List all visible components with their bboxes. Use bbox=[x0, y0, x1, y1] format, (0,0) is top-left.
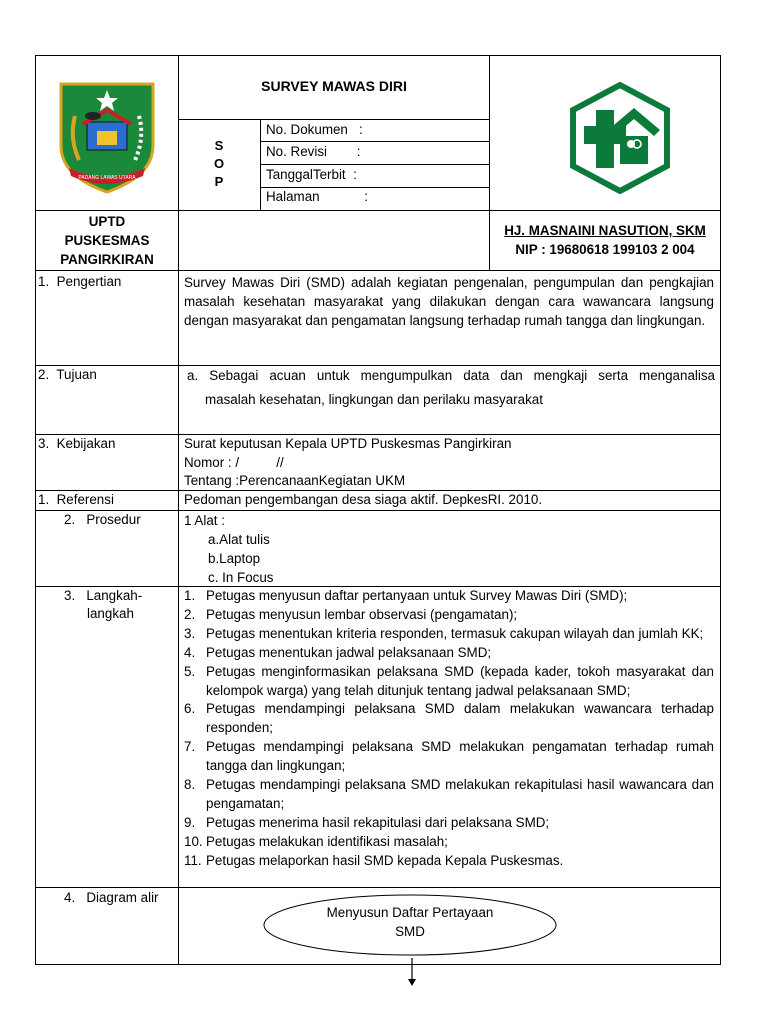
step-number: 1. bbox=[184, 588, 196, 603]
step-text: Petugas melaporkan hasil SMD kepada Kepala Puskesmas. bbox=[206, 852, 564, 868]
step-number: 8. bbox=[184, 777, 196, 793]
list-item bbox=[184, 625, 714, 644]
step-text: Petugas menentukan kriteria responden, termasuk cakupan wilayah dan jumlah KK; bbox=[206, 625, 704, 641]
list-item bbox=[184, 663, 714, 701]
step-number: 10. bbox=[184, 833, 203, 849]
signer-name: HJ. MASNAINI NASUTION, SKM bbox=[504, 223, 706, 238]
prosedur-text bbox=[184, 511, 274, 587]
flow-node-line: SMD bbox=[395, 924, 425, 939]
list-item bbox=[184, 700, 714, 738]
doc-field-tanggal-terbit: TanggalTerbit : bbox=[266, 167, 357, 182]
puskesmas-logo bbox=[568, 82, 672, 194]
list-item bbox=[184, 606, 714, 625]
kebijakan-label: 3. Kebijakan bbox=[38, 436, 116, 451]
kebijakan-line: Surat keputusan Kepala UPTD Puskesmas Pangirkiran bbox=[184, 436, 512, 451]
pengertian-label: 1. Pengertian bbox=[38, 274, 122, 289]
list-item bbox=[184, 814, 714, 833]
sop-letter: O bbox=[213, 156, 225, 171]
step-text: Petugas mendampingi pelaksana SMD melakukan pengamatan terhadap rumah tangga dan lingkungan; bbox=[206, 739, 714, 774]
diagram-label: 4. Diagram alir bbox=[64, 890, 159, 905]
district-logo bbox=[55, 76, 159, 196]
doc-field-no-dokumen: No. Dokumen : bbox=[266, 122, 363, 137]
signer-block bbox=[490, 221, 720, 259]
org-line: UPTD bbox=[88, 214, 126, 229]
step-number: 11. bbox=[184, 852, 202, 868]
step-text: Petugas menyusun daftar pertanyaan untuk Survey Mawas Diri (SMD); bbox=[206, 588, 628, 603]
prosedur-line: 1 Alat : bbox=[184, 513, 225, 528]
list-item bbox=[184, 833, 714, 852]
referensi-label: 1. Referensi bbox=[38, 492, 114, 507]
step-number: 7. bbox=[184, 739, 196, 755]
list-item bbox=[184, 587, 714, 606]
list-item bbox=[184, 738, 714, 776]
sop-letter: S bbox=[214, 138, 224, 153]
step-number: 2. bbox=[184, 606, 196, 622]
flow-node-label bbox=[262, 903, 558, 941]
tujuan-line-2: masalah kesehatan, lingkungan dan perilaku masyarakat bbox=[205, 392, 543, 407]
langkah-label-line: 3. Langkah- bbox=[64, 588, 143, 603]
doc-field-halaman: Halaman : bbox=[266, 189, 368, 204]
step-number: 5. bbox=[184, 663, 196, 679]
prosedur-label: 2. Prosedur bbox=[64, 512, 141, 527]
step-text: Petugas menerima hasil rekapitulasi dari pelaksana SMD; bbox=[206, 814, 550, 830]
prosedur-line: a.Alat tulis bbox=[208, 532, 270, 547]
step-text: Petugas menyusun lembar observasi (pengamatan); bbox=[206, 606, 518, 622]
step-text: Petugas menginformasikan pelaksana SMD (kepada kader, tokoh masyarakat dan kelompok warga) yang telah ditunjuk tentang jadwal pelaksanaan SMD; bbox=[206, 663, 714, 698]
tujuan-line-1: a. Sebagai acuan untuk mengumpulkan data dan mengkaji serta menganalisa bbox=[187, 368, 715, 383]
list-item bbox=[184, 644, 714, 663]
kebijakan-text bbox=[184, 435, 512, 491]
langkah-list bbox=[184, 587, 714, 871]
signer-nip: NIP : 19680618 199103 2 004 bbox=[515, 242, 695, 257]
langkah-label bbox=[64, 587, 142, 623]
flow-node-line: Menyusun Daftar Pertayaan bbox=[326, 905, 494, 920]
doc-field-no-revisi: No. Revisi : bbox=[266, 144, 361, 159]
tujuan-label: 2. Tujuan bbox=[38, 367, 97, 382]
step-text: Petugas melakukan identifikasi masalah; bbox=[206, 833, 448, 849]
prosedur-line: c. In Focus bbox=[208, 570, 274, 585]
kebijakan-line: Tentang :PerencanaanKegiatan UKM bbox=[184, 473, 406, 488]
step-number: 3. bbox=[184, 625, 196, 641]
kebijakan-line: Nomor : / // bbox=[184, 454, 284, 470]
prosedur-line: b.Laptop bbox=[208, 551, 261, 566]
flow-node-start bbox=[262, 893, 558, 957]
step-text: Petugas menentukan jadwal pelaksanaan SMD; bbox=[206, 644, 492, 660]
step-number: 9. bbox=[184, 814, 196, 830]
document-title: SURVEY MAWAS DIRI bbox=[261, 78, 407, 94]
referensi-text: Pedoman pengembangan desa siaga aktif. DepkesRI. 2010. bbox=[184, 492, 543, 507]
step-text: Petugas mendampingi pelaksana SMD melakukan rekapitulasi hasil wawancara dan pengamatan; bbox=[206, 777, 714, 811]
org-line: PANGIRKIRAN bbox=[60, 252, 154, 267]
step-number: 6. bbox=[184, 701, 196, 717]
step-text: Petugas mendampingi pelaksana SMD dalam melakukan wawancara terhadap responden; bbox=[206, 701, 714, 736]
list-item bbox=[184, 852, 714, 871]
organization-name bbox=[36, 212, 178, 269]
logo-ribbon-text: PADANG LAWAS UTARA bbox=[78, 175, 136, 181]
sop-letter: P bbox=[214, 174, 224, 189]
flow-arrow bbox=[405, 958, 419, 988]
org-line: PUSKESMAS bbox=[64, 233, 150, 248]
pengertian-text: Survey Mawas Diri (SMD) adalah kegiatan pengenalan, pengumpulan dan pengkajian masalah kesehatan masyarakat yang dilakukan dengan cara wawancara langsung dengan masyarakat dan pengamatan langsung terhadap rumah tangga dan lingkungan. bbox=[184, 275, 714, 328]
list-item bbox=[184, 776, 714, 814]
langkah-label-line: langkah bbox=[87, 606, 134, 621]
step-number: 4. bbox=[184, 644, 196, 660]
sop-label bbox=[179, 137, 259, 191]
